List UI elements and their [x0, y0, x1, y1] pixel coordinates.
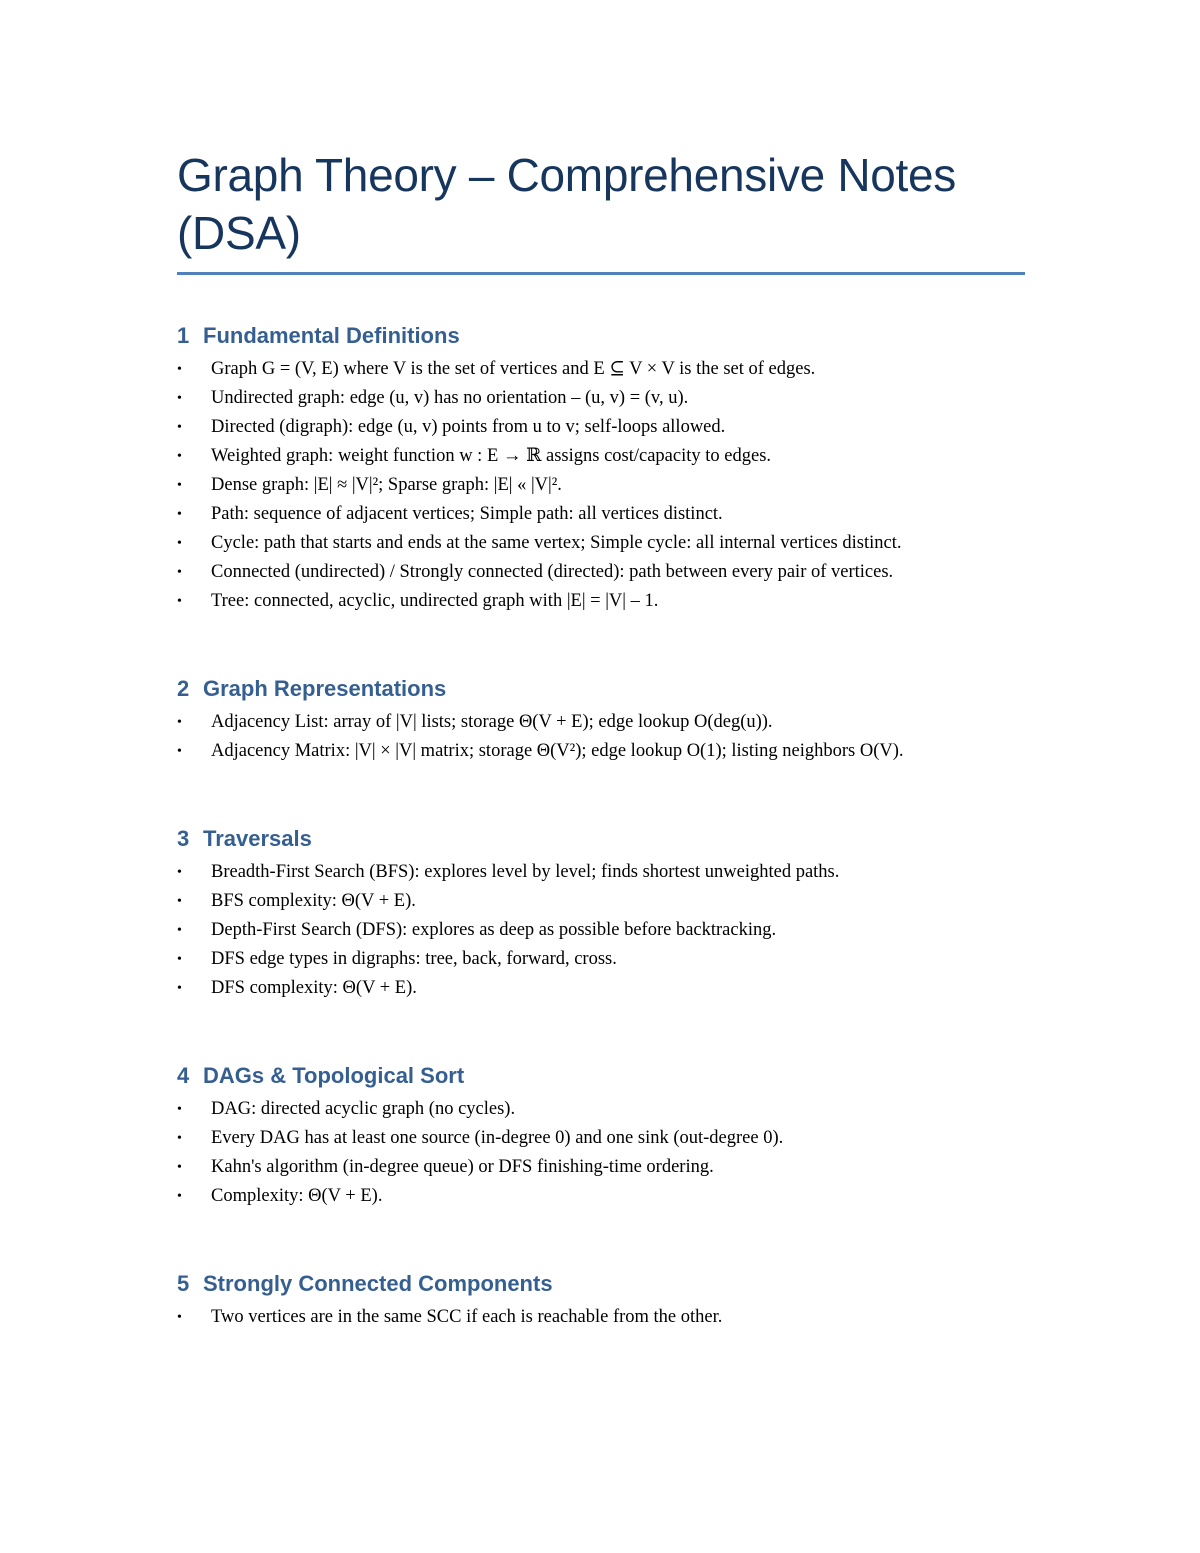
- bullet-icon: •: [177, 952, 182, 967]
- list-item-text: Every DAG has at least one source (in-degree 0) and one sink (out-degree 0).: [211, 1128, 784, 1148]
- list-item: [177, 1124, 1001, 1153]
- list-item-text: BFS complexity: Θ(V + E).: [211, 891, 416, 911]
- section-heading-text: Strongly Connected Components: [203, 1271, 553, 1296]
- bullet-icon: •: [177, 1310, 182, 1325]
- list-item-text: Tree: connected, acyclic, undirected graph with |E| = |V| – 1.: [211, 591, 659, 611]
- list-item-text: Graph G = (V, E) where V is the set of vertices and E ⊆ V × V is the set of edges.: [211, 359, 816, 379]
- list-item: [177, 529, 1001, 558]
- list-item: [177, 500, 1001, 529]
- bullet-icon: •: [177, 981, 182, 996]
- section-number: 1: [177, 323, 190, 348]
- bullet-list: [177, 708, 1025, 766]
- list-item-text: Weighted graph: weight function w : E → ℝ assigns cost/capacity to edges.: [211, 446, 772, 466]
- list-item: [177, 442, 1001, 471]
- bullet-icon: •: [177, 594, 182, 609]
- bullet-icon: •: [177, 507, 182, 522]
- section-number: 2: [177, 676, 190, 701]
- list-item-text: DAG: directed acyclic graph (no cycles).: [211, 1099, 516, 1119]
- document-page: [177, 146, 1025, 1332]
- list-item: [177, 355, 1001, 384]
- section-3: [177, 824, 1025, 1003]
- list-item: [177, 1153, 1001, 1182]
- bullet-icon: •: [177, 478, 182, 493]
- list-item: [177, 558, 1001, 587]
- section-5: [177, 1269, 1025, 1332]
- list-item-text: Directed (digraph): edge (u, v) points from u to v; self-loops allowed.: [211, 417, 726, 437]
- bullet-icon: •: [177, 923, 182, 938]
- list-item: [177, 384, 1001, 413]
- bullet-list: [177, 1303, 1025, 1332]
- bullet-icon: •: [177, 391, 182, 406]
- list-item-text: Adjacency List: array of |V| lists; storage Θ(V + E); edge lookup O(deg(u)).: [211, 712, 773, 732]
- bullet-icon: •: [177, 565, 182, 580]
- section-heading: [177, 1269, 1025, 1299]
- section-number: 4: [177, 1063, 190, 1088]
- document-title: Graph Theory – Comprehensive Notes (DSA): [177, 149, 957, 259]
- section-2: [177, 674, 1025, 766]
- sections-container: [177, 321, 1025, 1332]
- list-item: [177, 887, 1001, 916]
- section-1: [177, 321, 1025, 616]
- bullet-icon: •: [177, 1131, 182, 1146]
- section-heading-text: Graph Representations: [203, 676, 447, 701]
- bullet-list: [177, 858, 1025, 1003]
- section-heading: [177, 1061, 1025, 1091]
- section-4: [177, 1061, 1025, 1211]
- list-item: [177, 1182, 1001, 1211]
- section-heading-text: Traversals: [203, 826, 312, 851]
- section-heading: [177, 321, 1025, 351]
- bullet-icon: •: [177, 362, 182, 377]
- bullet-icon: •: [177, 1160, 182, 1175]
- list-item: [177, 1095, 1001, 1124]
- bullet-icon: •: [177, 1189, 182, 1204]
- list-item-text: Connected (undirected) / Strongly connected (directed): path between every pair of vertices.: [211, 562, 894, 582]
- bullet-icon: •: [177, 715, 182, 730]
- bullet-icon: •: [177, 865, 182, 880]
- section-heading-text: Fundamental Definitions: [203, 323, 460, 348]
- list-item-text: Complexity: Θ(V + E).: [211, 1186, 383, 1206]
- list-item-text: Adjacency Matrix: |V| × |V| matrix; storage Θ(V²); edge lookup O(1); listing neighbors O(V).: [211, 741, 904, 761]
- list-item-text: Dense graph: |E| ≈ |V|²; Sparse graph: |E| « |V|².: [211, 475, 562, 495]
- section-number: 3: [177, 826, 190, 851]
- bullet-list: [177, 355, 1025, 616]
- list-item: [177, 413, 1001, 442]
- list-item-text: Two vertices are in the same SCC if each is reachable from the other.: [211, 1307, 723, 1327]
- list-item-text: Cycle: path that starts and ends at the same vertex; Simple cycle: all internal vertices distinct.: [211, 533, 902, 553]
- bullet-icon: •: [177, 744, 182, 759]
- title-divider: [177, 272, 1025, 275]
- list-item-text: DFS complexity: Θ(V + E).: [211, 978, 417, 998]
- list-item-text: DFS edge types in digraphs: tree, back, forward, cross.: [211, 949, 617, 969]
- section-heading: [177, 824, 1025, 854]
- section-heading-text: DAGs & Topological Sort: [203, 1063, 465, 1088]
- list-item: [177, 587, 1001, 616]
- list-item-text: Undirected graph: edge (u, v) has no orientation – (u, v) = (v, u).: [211, 388, 689, 408]
- bullet-icon: •: [177, 536, 182, 551]
- list-item: [177, 858, 1001, 887]
- list-item: [177, 1303, 1001, 1332]
- bullet-icon: •: [177, 449, 182, 464]
- list-item: [177, 974, 1001, 1003]
- list-item: [177, 737, 1001, 766]
- list-item-text: Path: sequence of adjacent vertices; Simple path: all vertices distinct.: [211, 504, 723, 524]
- list-item-text: Depth-First Search (DFS): explores as deep as possible before backtracking.: [211, 920, 777, 940]
- list-item-text: Breadth-First Search (BFS): explores level by level; finds shortest unweighted paths.: [211, 862, 840, 882]
- bullet-list: [177, 1095, 1025, 1211]
- list-item-text: Kahn's algorithm (in-degree queue) or DFS finishing-time ordering.: [211, 1157, 714, 1177]
- bullet-icon: •: [177, 420, 182, 435]
- bullet-icon: •: [177, 894, 182, 909]
- list-item: [177, 471, 1001, 500]
- section-number: 5: [177, 1271, 190, 1296]
- list-item: [177, 708, 1001, 737]
- list-item: [177, 945, 1001, 974]
- bullet-icon: •: [177, 1102, 182, 1117]
- section-heading: [177, 674, 1025, 704]
- list-item: [177, 916, 1001, 945]
